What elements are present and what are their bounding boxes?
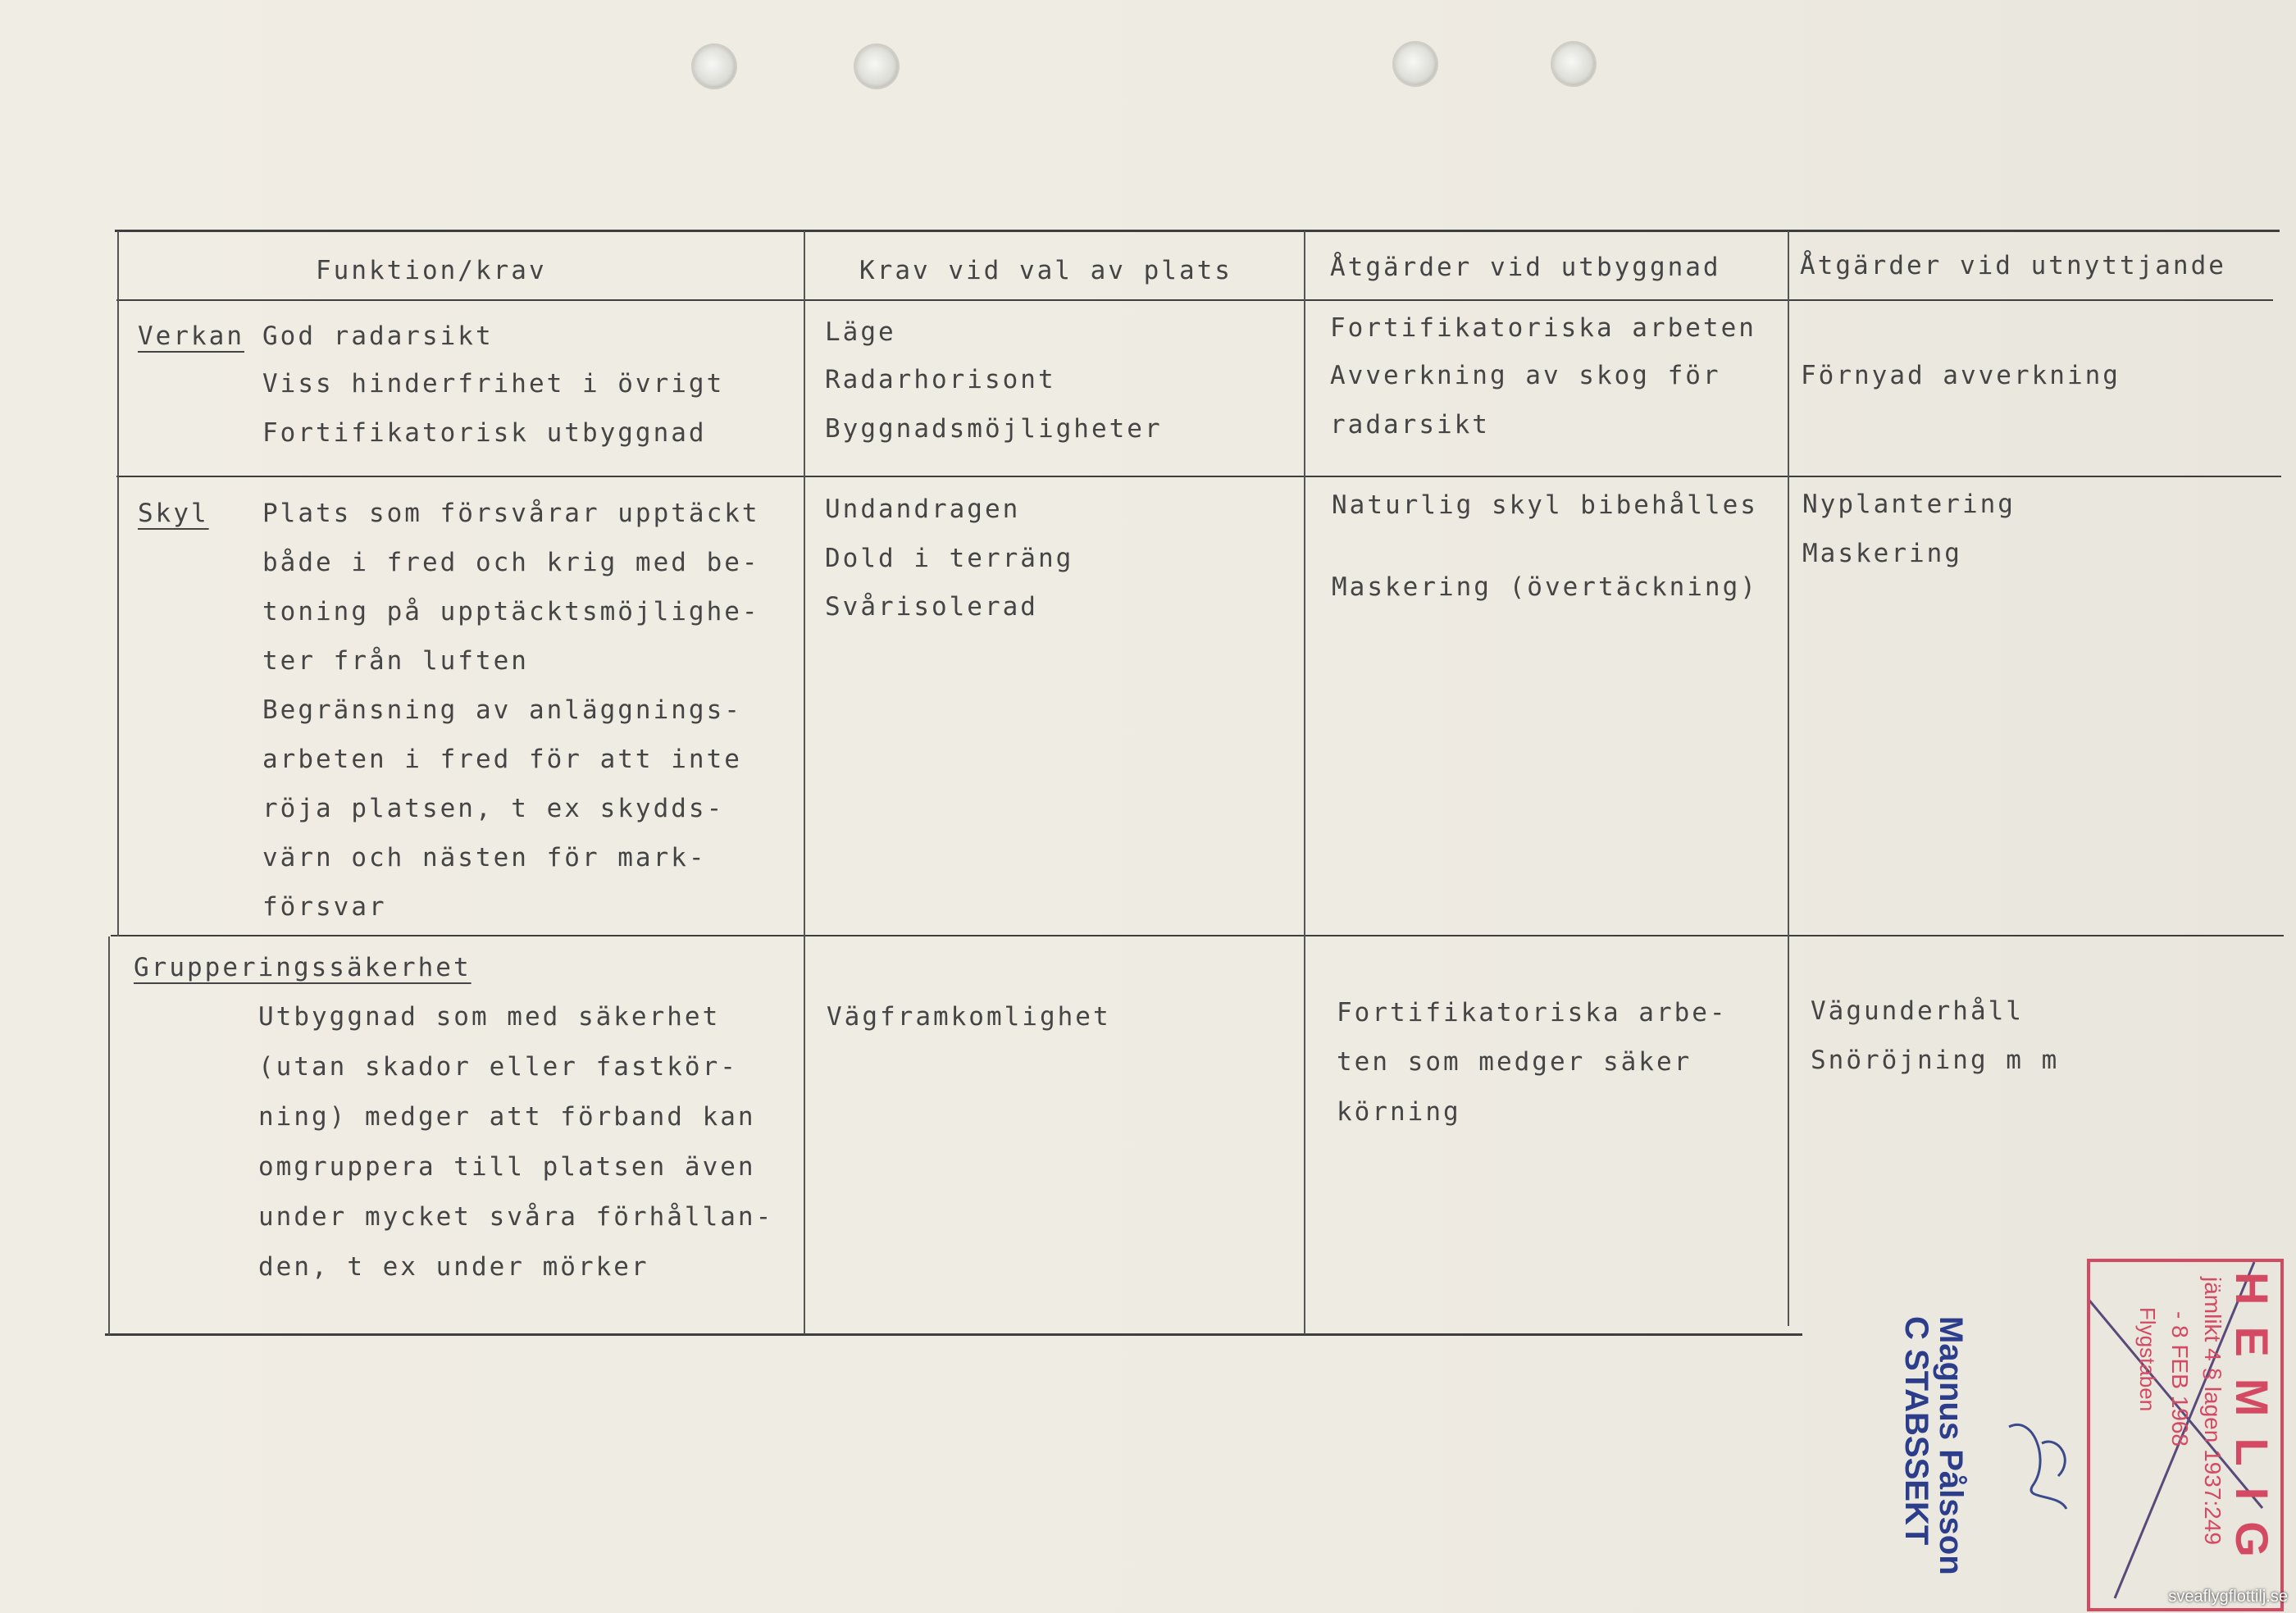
signature-scribble [2001,1410,2091,1517]
signature-stamp [1899,1316,1968,1575]
cell-text: Maskering [1802,539,1962,568]
table-left-border [117,231,119,936]
cell-text: Fortifikatoriska arbeten [1330,313,1756,343]
stamp-date: - 8 FEB 1968 [2167,1311,2193,1447]
cell-text: både i fred och krig med be- [262,548,760,577]
cell-text: Snöröjning m m [1811,1046,2060,1075]
classification-stamp [2087,1259,2284,1611]
cell-text: den, t ex under mörker [258,1252,649,1282]
cell-text: God radarsikt [262,321,494,351]
cell-text: Viss hinderfrihet i övrigt [262,369,725,399]
cell-text: omgruppera till platsen även [258,1152,756,1182]
cell-text: under mycket svåra förhållan- [258,1202,774,1232]
row-label-skyl: Skyl [138,499,209,528]
cell-text: Läge [825,317,896,347]
cell-text: Dold i terräng [825,544,1074,573]
stamp-title: HEMLIG [2226,1272,2278,1579]
stamp-department: C STABSSEKT [1898,1316,1934,1546]
header-atgarder-utnyttjande: Åtgärder vid utnyttjande [1800,251,2226,280]
cell-text: Radarhorisont [825,365,1056,394]
table-row-border [111,935,2284,936]
cell-text: Vägframkomlighet [827,1002,1111,1032]
cell-text: Förnyad avverkning [1801,361,2121,390]
cell-text: Begränsning av anläggnings- [262,695,742,725]
cell-text: arbeten i fred för att inte [262,745,742,774]
cell-text: Avverkning av skog för [1330,361,1721,390]
table-left-border [108,936,110,1335]
cell-text: toning på upptäcktsmöjlighe- [262,597,760,627]
punch-hole [1394,43,1437,85]
stamp-office: Flygstaben [2135,1307,2160,1412]
cell-text: Naturlig skyl bibehålles [1332,490,1758,520]
cell-text: körning [1337,1097,1461,1127]
punch-hole [855,45,898,88]
watermark: sveaflygflottilj.se [2168,1588,2288,1606]
punch-hole [693,45,736,88]
table-column-divider [1304,231,1305,1334]
cell-text: Nyplantering [1802,490,2016,519]
cell-text: Undandragen [825,494,1021,524]
cell-text: Utbyggnad som med säkerhet [258,1002,721,1032]
cell-text: Svårisolerad [825,592,1038,622]
cell-text: Plats som försvårar upptäckt [262,499,760,528]
cell-text: värn och nästen för mark- [262,843,707,873]
cell-text: radarsikt [1330,410,1490,440]
cell-text: ning) medger att förband kan [258,1102,756,1132]
cell-text: Byggnadsmöjligheter [825,414,1163,444]
cell-text: Fortifikatorisk utbyggnad [262,418,707,448]
table-top-border [115,230,2280,232]
punch-hole [1552,43,1595,85]
row-label-verkan: Verkan [138,321,244,351]
cell-text: (utan skador eller fastkör- [258,1052,738,1082]
cell-text: röja platsen, t ex skydds- [262,794,725,823]
stamp-line: jämlikt 4 § lagen 1937:249 [2200,1277,2225,1545]
table-column-divider [1788,231,1789,1326]
stamp-name: Magnus Pålsson [1933,1316,1969,1575]
header-atgarder-utbyggnad: Åtgärder vid utbyggnad [1330,253,1721,282]
table-row-border [116,476,2281,477]
cell-text: Fortifikatoriska arbe- [1337,998,1728,1027]
cell-text: ten som medger säker [1337,1047,1692,1077]
table-header-border [116,299,2273,301]
header-krav: Krav vid val av plats [859,256,1232,285]
cell-text: försvar [262,892,387,922]
cell-text: Maskering (övertäckning) [1332,572,1758,602]
table-bottom-border [105,1333,1802,1336]
cell-text: ter från luften [262,646,529,676]
table-column-divider [804,231,805,1334]
header-funktion: Funktion/krav [316,256,547,285]
row-label-grupperingssakerhet: Grupperingssäkerhet [134,953,472,982]
cell-text: Vägunderhåll [1811,996,2024,1026]
